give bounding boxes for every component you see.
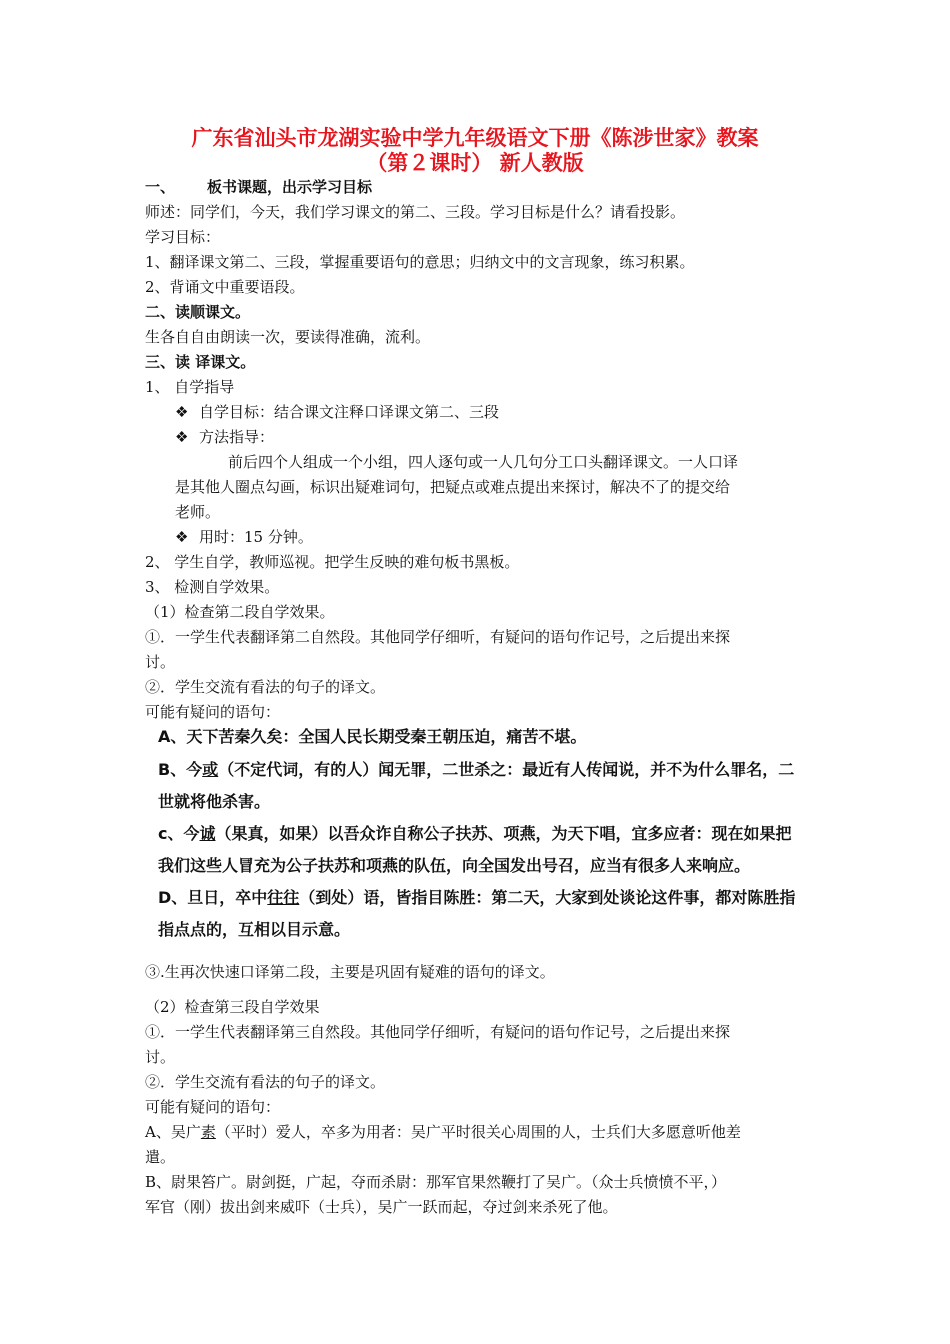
self-study-target: 自学目标：结合课文注释口译课文第二、三段 [199,403,500,421]
check3-item-2: ②．学生交流有看法的句子的译文。 [145,1073,386,1091]
goal-item-2: 2、背诵文中重要语段。 [145,278,305,296]
step-2: 2、 学生自学，教师巡视。把学生反映的难句板书黑板。 [145,553,520,571]
section-1-number: 一、 [145,178,176,196]
method-paragraph-line2: 是其他人圈点勾画，标识出疑难词句，把疑点或难点提出来探讨，解决不了的提交给 [175,478,731,496]
diamond-bullet-icon: ❖ [175,528,189,546]
example-d-prefix: D、旦日，卒中 [158,888,268,907]
sentence-a-text: （平时）爱人，卒多为用者：吴广平时很关心周围的人，士兵们大多愿意听他差 [215,1123,741,1141]
check2-item-1-line1: ①．一学生代表翻译第二自然段。其他同学仔细听，有疑问的语句作记号，之后提出来探 [145,628,731,646]
sentence-a-line2: 遣。 [145,1148,176,1166]
check3-item-1-line1: ①．一学生代表翻译第三自然段。其他同学仔细听，有疑问的语句作记号，之后提出来探 [145,1023,731,1041]
check-section-2: （1）检查第二段自学效果。 [145,603,335,621]
example-c-prefix: c、今 [158,824,200,843]
goal-item-1: 1、翻译课文第二、三段，掌握重要语句的意思；归纳文中的文言现象，练习积累。 [145,253,695,271]
teacher-intro: 师述：同学们，今天，我们学习课文的第二、三段。学习目标是什么？请看投影。 [145,203,686,221]
example-a: A、天下苦秦久矣：全国人民长期受秦王朝压迫，痛苦不堪。 [158,727,587,746]
example-b-line1 [158,760,794,780]
example-b-keyword: 或 [202,760,219,779]
step-3: 3、 检测自学效果。 [145,578,280,596]
example-c-keyword: 诚 [199,824,216,843]
list-item [175,402,499,422]
section-2-heading: 二、读顺课文。 [145,303,251,321]
section-3-heading: 三、读 译课文。 [145,353,256,371]
list-item [175,427,274,447]
example-c-line2: 我们这些人冒充为公子扶苏和项燕的队伍，向全国发出号召，应当有很多人来响应。 [158,856,751,875]
sentence-a-keyword: 素 [200,1123,216,1141]
example-c-line1 [158,824,792,844]
method-paragraph-line1: 前后四个人组成一个小组，四人逐句或一人几句分工口头翻译课文。一人口译 [228,453,739,471]
section-1-title: 板书课题，出示学习目标 [207,178,373,196]
doc-title-line2: （第２课时） 新人教版 [366,150,584,175]
list-item [175,527,313,547]
check3-item-1-line2: 讨。 [145,1048,176,1066]
check-section-3: （2）检查第三段自学效果 [145,998,320,1016]
example-b-text: （不定代词，有的人）闻无罪，二世杀之：最近有人传闻说，并不为什么罪名，二 [218,760,795,779]
doc-title-line1: 广东省汕头市龙湖实验中学九年级语文下册《陈涉世家》教案 [191,125,759,150]
example-d-keyword: 往往 [267,888,300,907]
example-b-line2: 世就将他杀害。 [158,792,271,811]
sentence-a-line1 [145,1122,741,1142]
section-1-heading [145,177,372,197]
example-c-text: （果真，如果）以吾众诈自称公子扶苏、项燕，为天下唱，宜多应者：现在如果把 [215,824,792,843]
method-paragraph-line3: 老师。 [175,503,221,521]
self-study-guide: 1、 自学指导 [145,378,235,396]
example-d-text: （到处）语，皆指目陈胜：第二天，大家到处谈论这件事，都对陈胜指 [299,888,796,907]
diamond-bullet-icon: ❖ [175,428,189,446]
example-b-prefix: B、今 [158,760,203,779]
sentence-b-line1: B、尉果笞广。尉剑挺，广起，夺而杀尉：那军官果然鞭打了吴广。（众士兵愤愤不平，） [145,1173,727,1191]
example-d-line1 [158,888,795,908]
time-limit: 用时：15 分钟。 [199,528,313,546]
diamond-bullet-icon: ❖ [175,403,189,421]
check2-item-1-line2: 讨。 [145,653,176,671]
method-guide: 方法指导： [199,428,275,446]
example-d-line2: 指点点的，互相以目示意。 [158,920,351,939]
read-instruction: 生各自自由朗读一次，要读得准确，流利。 [145,328,431,346]
doubt-heading: 可能有疑问的语句： [145,703,281,721]
sentence-b-line2: 军官（刚）拔出剑来威吓（士兵），吴广一跃而起，夺过剑来杀死了他。 [145,1198,618,1216]
check2-item-2: ②．学生交流有看法的句子的译文。 [145,678,386,696]
check2-item-3: ③.生再次快速口译第二段，主要是巩固有疑难的语句的译文。 [145,963,555,981]
sentence-a-prefix: A、吴广 [145,1123,201,1141]
goals-heading: 学习目标： [145,228,221,246]
doubt-heading-2: 可能有疑问的语句： [145,1098,281,1116]
